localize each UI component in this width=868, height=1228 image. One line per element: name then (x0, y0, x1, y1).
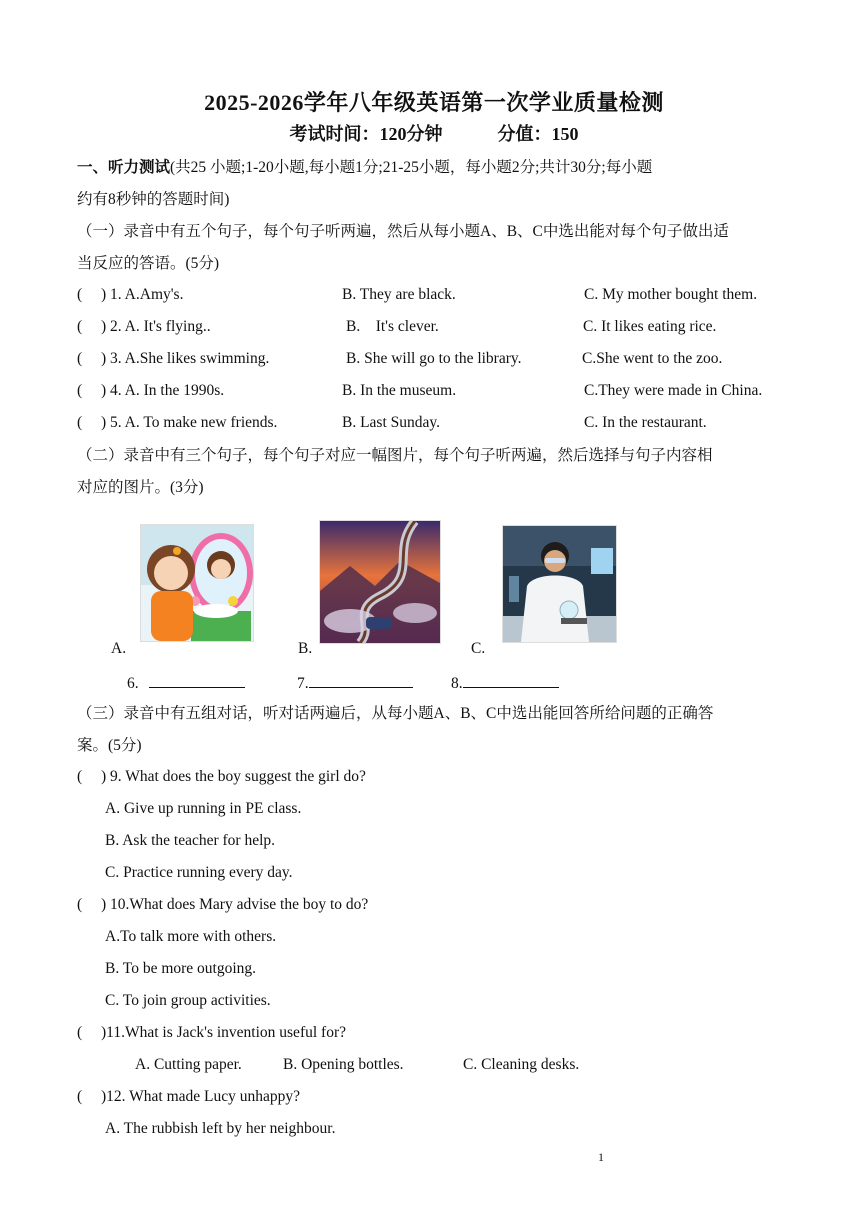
option-c: C.She went to the zoo. (582, 350, 723, 367)
blank-number: 7. (297, 675, 309, 692)
question-3 (77, 350, 269, 368)
section1-heading (77, 158, 652, 178)
option-a: A.To talk more with others. (105, 928, 277, 945)
part2-instruction-line2: 对应的图片。(3分) (77, 479, 204, 496)
blank-number: 6. (127, 675, 139, 692)
option-c: C. My mother bought them. (584, 286, 758, 303)
question-stem: ) 1. A.Amy's. (101, 286, 184, 303)
answer-paren: ( (77, 318, 83, 335)
question-stem: ) 3. A.She likes swimming. (101, 350, 270, 367)
exam-info (0, 120, 868, 146)
question-1 (77, 286, 183, 304)
answer-paren: ( (77, 896, 83, 913)
option-a: A. The rubbish left by her neighbour. (105, 1120, 336, 1137)
answer-blank-8 (451, 673, 559, 693)
option-b: B. To be more outgoing. (105, 960, 257, 977)
blank-number: 8. (451, 675, 463, 692)
section1-heading-line2: 约有8秒钟的答题时间) (77, 191, 230, 208)
question-12 (77, 1088, 300, 1106)
option-a: A. Cutting paper. (135, 1056, 242, 1073)
answer-paren: ( (77, 286, 83, 303)
question-11 (77, 1024, 346, 1042)
picture-a-girl-mirror (140, 524, 254, 642)
option-b: B. Last Sunday. (342, 414, 441, 431)
option-b: B. She will go to the library. (346, 350, 522, 367)
option-b: B. Opening bottles. (283, 1056, 404, 1073)
option-b: B. It's clever. (346, 318, 439, 335)
answer-paren: ( (77, 350, 83, 367)
question-9 (77, 768, 366, 786)
blank-line[interactable] (149, 673, 245, 688)
section1-heading-rest: (共25 小题;1-20小题,每小题1分;21-25小题，每小题2分;共计30分;每小题 (170, 159, 653, 176)
answer-paren: ( (77, 1088, 83, 1105)
picture-b-label: B. (298, 640, 313, 657)
part1-instruction-line2: 当反应的答语。(5分) (77, 255, 220, 272)
answer-paren: ( (77, 1024, 83, 1041)
question-stem: ) 10.What does Mary advise the boy to do? (101, 896, 369, 913)
answer-paren: ( (77, 382, 83, 399)
option-b: B. They are black. (342, 286, 456, 303)
question-5 (77, 414, 277, 432)
part2-instruction-line1: （二）录音中有三个句子，每个句子对应一幅图片，每个句子听两遍，然后选择与句子内容相 (77, 447, 713, 464)
part3-instruction-line1: （三）录音中有五组对话，听对话两遍后，从每小题A、B、C中选出能回答所给问题的正确答 (77, 705, 714, 722)
section1-heading-bold: 一、听力测试 (77, 159, 171, 176)
option-c: C. Cleaning desks. (463, 1056, 580, 1073)
answer-paren: ( (77, 414, 83, 431)
question-stem: )12. What made Lucy unhappy? (101, 1088, 300, 1105)
blank-line[interactable] (309, 673, 413, 688)
picture-c-scientist-lab (502, 525, 617, 643)
option-c: C. Practice running every day. (105, 864, 293, 881)
option-c: C.They were made in China. (584, 382, 763, 399)
question-10 (77, 896, 368, 914)
question-4 (77, 382, 224, 400)
question-2 (77, 318, 211, 336)
question-stem: ) 2. A. It's flying.. (101, 318, 211, 335)
part1-instruction-line1: （一）录音中有五个句子，每个句子听两遍，然后从每小题A、B、C中选出能对每个句子做出适 (77, 223, 729, 240)
option-c: C. To join group activities. (105, 992, 271, 1009)
option-a: A. Give up running in PE class. (105, 800, 302, 817)
exam-score: 分值：150 (497, 124, 579, 144)
exam-time: 考试时间：120分钟 (289, 124, 443, 144)
picture-c-label: C. (471, 640, 486, 657)
option-c: C. In the restaurant. (584, 414, 707, 431)
page-title: 2025-2026学年八年级英语第一次学业质量检测 (204, 90, 664, 115)
blank-line[interactable] (463, 673, 559, 688)
question-stem: ) 4. A. In the 1990s. (101, 382, 225, 399)
question-stem: ) 9. What does the boy suggest the girl do? (101, 768, 366, 785)
answer-blank-7 (297, 673, 413, 693)
answer-paren: ( (77, 768, 83, 785)
option-c: C. It likes eating rice. (583, 318, 717, 335)
page-number: 1 (598, 1150, 604, 1164)
question-stem: )11.What is Jack's invention useful for? (101, 1024, 346, 1041)
part3-instruction-line2: 案。(5分) (77, 737, 142, 754)
picture-b-roller-coaster (319, 520, 441, 644)
question-stem: ) 5. A. To make new friends. (101, 414, 278, 431)
answer-blank-6 (127, 673, 245, 693)
option-b: B. Ask the teacher for help. (105, 832, 276, 849)
picture-a-label: A. (111, 640, 127, 657)
option-b: B. In the museum. (342, 382, 457, 399)
